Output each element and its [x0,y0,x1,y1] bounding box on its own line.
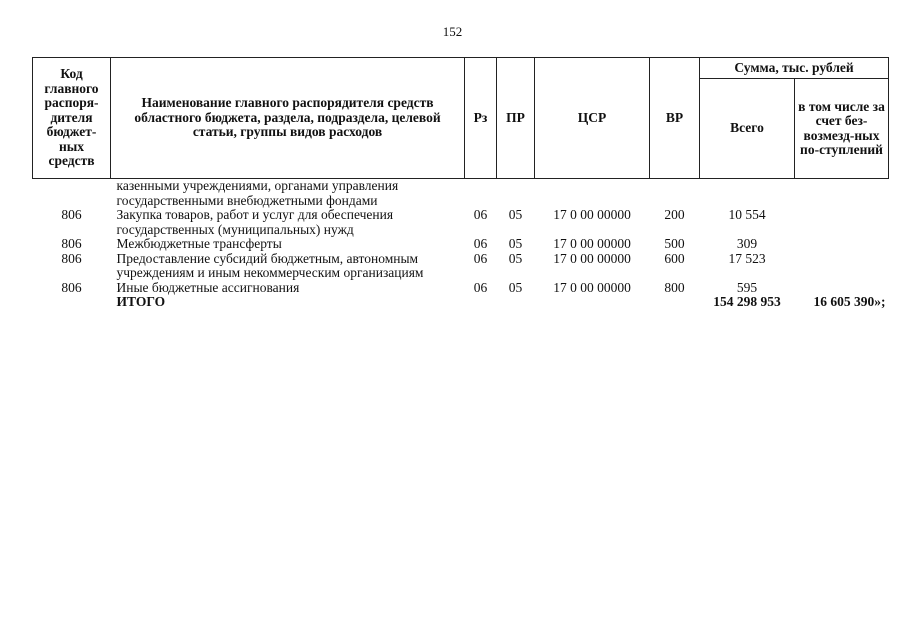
header-row [33,58,889,79]
cell-vr: 200 [664,207,685,222]
cell-total: 309 [736,236,758,251]
cell-code: 806 [61,250,82,266]
table-row [33,179,889,209]
total-label: ИТОГО [116,294,166,309]
cell-pr: 05 [508,236,523,251]
cell-including [795,179,889,209]
cell-vr: 800 [664,279,685,295]
cell-total [700,179,795,209]
cell-csr [535,179,650,209]
table-row [33,237,889,252]
cell-including [795,252,889,281]
header-code: Код главного распоря-дителя бюджет-ных средств [33,58,111,179]
cell-total: 595 [736,279,758,295]
budget-table [32,57,889,310]
cell-code [33,179,111,209]
cell-csr: 17 0 00 00000 [553,236,631,251]
header-name: Наименование главного распорядителя средств областного бюджета, раздела, подраздела, целевой статьи, группы видов расходов [111,58,465,179]
cell-rz: 06 [473,250,488,266]
cell-code: 806 [61,279,82,295]
cell-rz [465,179,497,209]
header-total: Всего [700,79,795,179]
cell-name: Межбюджетные трансферты [116,236,282,251]
cell-including [795,281,889,296]
header-vr: ВР [650,58,700,179]
header-rz: Рз [465,58,497,179]
total-sum: 154 298 953 [713,294,781,309]
table-row [33,208,889,237]
cell-vr [650,179,700,209]
cell-including [795,237,889,252]
cell-code: 806 [61,236,82,251]
header-csr: ЦСР [535,58,650,179]
cell-csr: 17 0 00 00000 [553,207,631,222]
table-row [33,281,889,296]
cell-name: Предоставление субсидий бюджетным, автономным учреждениям и иным некоммерческим организациям [116,250,424,280]
cell-pr [497,179,535,209]
cell-rz: 06 [473,207,488,222]
header-including: в том числе за счет без-возмезд-ных по-ступлений [795,79,889,179]
header-pr: ПР [497,58,535,179]
cell-pr: 05 [508,207,523,222]
cell-including [795,208,889,237]
cell-code: 806 [61,207,82,222]
cell-total: 17 523 [728,250,766,266]
total-including: 16 605 390»; [813,294,886,309]
header-sum-group: Сумма, тыс. рублей [700,58,889,79]
cell-rz: 06 [473,279,488,295]
cell-csr: 17 0 00 00000 [553,250,631,266]
table-row [33,252,889,281]
cell-name: Иные бюджетные ассигнования [116,279,300,295]
page-number: 152 [442,24,463,39]
cell-total: 10 554 [728,207,766,222]
cell-pr: 05 [508,279,523,295]
cell-pr: 05 [508,250,523,266]
cell-name: казенными учреждениями, органами управления государственными внебюджетными фондами [116,178,399,208]
total-row [33,295,889,310]
cell-vr: 600 [664,250,685,266]
cell-csr: 17 0 00 00000 [553,279,631,295]
cell-vr: 500 [664,236,685,251]
cell-rz: 06 [473,236,488,251]
cell-name: Закупка товаров, работ и услуг для обеспечения государственных (муниципальных) нужд [116,207,394,237]
